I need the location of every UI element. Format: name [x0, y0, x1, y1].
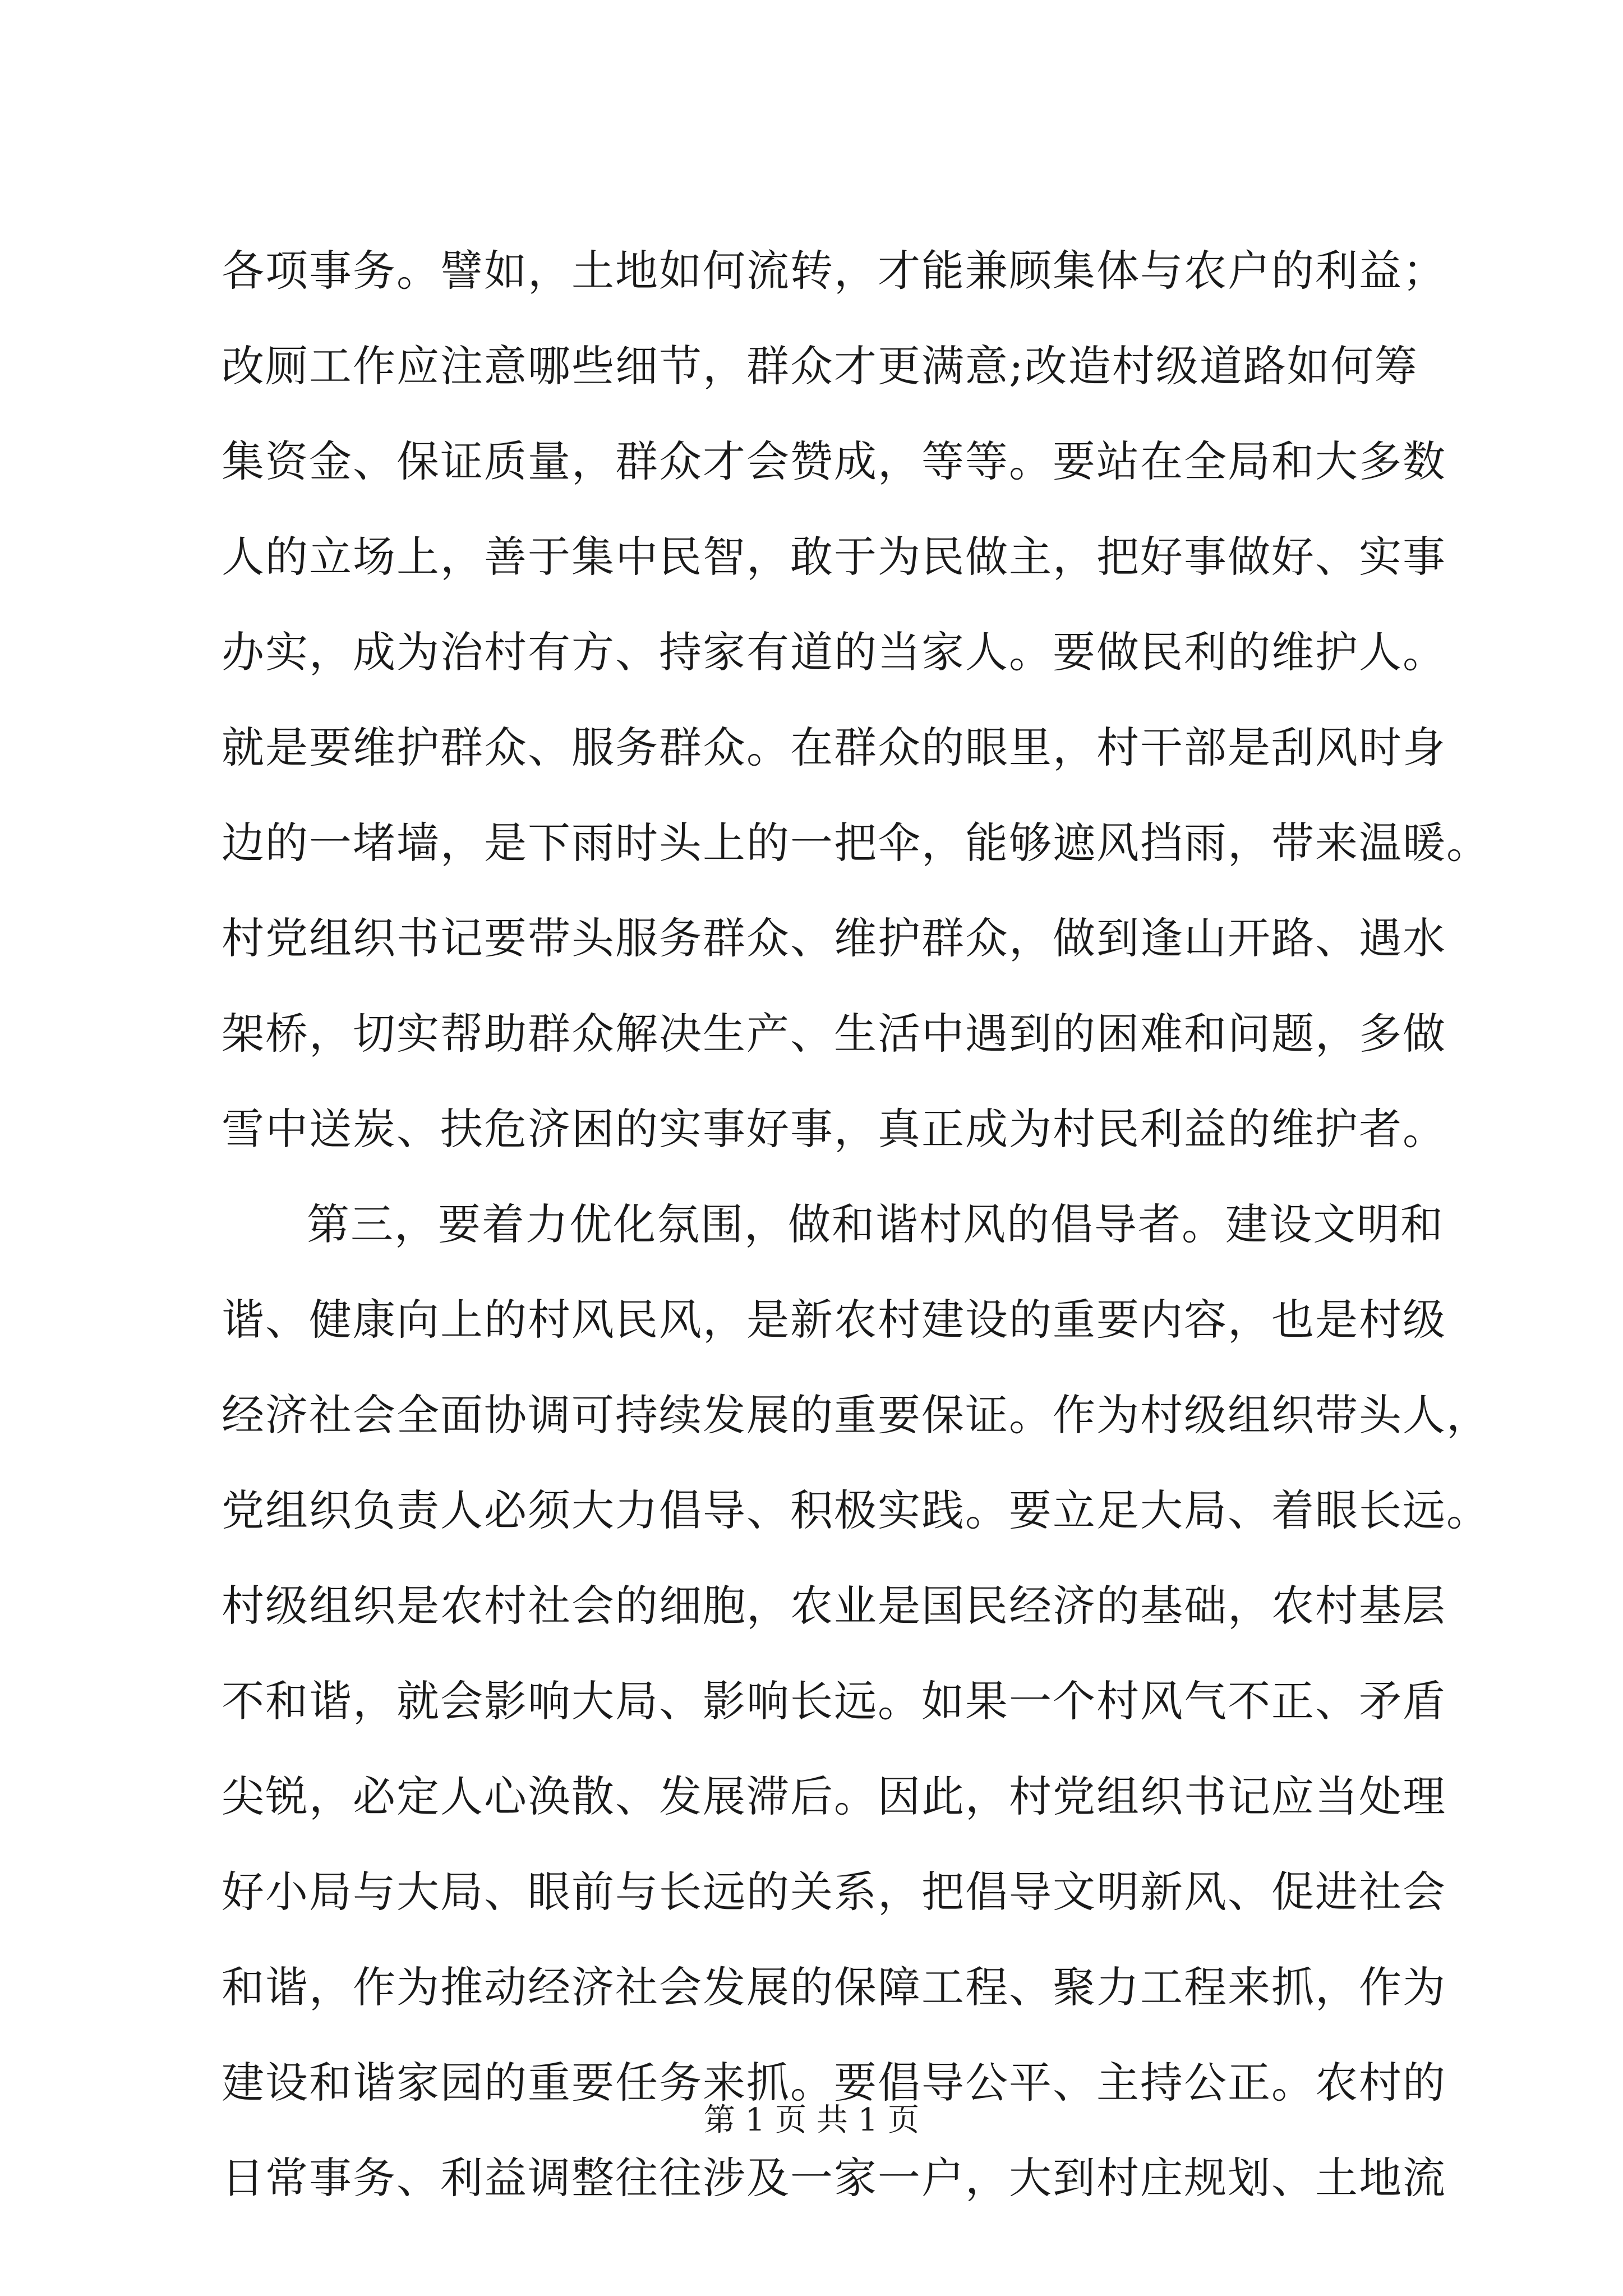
text-line: 好小局与大局、眼前与长远的关系，把倡导文明新风、促进社会 — [222, 1867, 1446, 1917]
page-footer: 第 1 页 共 1 页 — [703, 2102, 920, 2138]
text-line: 党组织负责人必须大力倡导、积极实践。要立足大局、着眼长远。 — [222, 1485, 1490, 1535]
paragraph-start-line: 第三，要着力优化氛围，做和谐村风的倡导者。建设文明和 — [307, 1199, 1444, 1249]
text-line: 谐、健康向上的村风民风，是新农村建设的重要内容，也是村级 — [222, 1295, 1446, 1345]
text-line: 边的一堵墙，是下雨时头上的一把伞，能够遮风挡雨，带来温暖。 — [222, 818, 1490, 868]
text-line: 经济社会全面协调可持续发展的重要保证。作为村级组织带头人， — [222, 1390, 1490, 1440]
text-line: 各项事务。譬如，土地如何流转，才能兼顾集体与农户的利益； — [222, 246, 1446, 296]
text-line: 就是要维护群众、服务群众。在群众的眼里，村干部是刮风时身 — [222, 723, 1446, 772]
text-line: 村级组织是农村社会的细胞，农业是国民经济的基础，农村基层 — [222, 1581, 1446, 1631]
text-line: 架桥，切实帮助群众解决生产、生活中遇到的困难和问题，多做 — [222, 1009, 1446, 1059]
text-line: 不和谐，就会影响大局、影响长远。如果一个村风气不正、矛盾 — [222, 1676, 1446, 1726]
text-line: 村党组织书记要带头服务群众、维护群众，做到逢山开路、遇水 — [222, 913, 1446, 963]
body-text — [222, 223, 1490, 2226]
text-line: 改厕工作应注意哪些细节，群众才更满意;改造村级道路如何筹 — [222, 341, 1418, 391]
text-line: 人的立场上，善于集中民智，敢于为民做主，把好事做好、实事 — [222, 532, 1446, 582]
text-line: 建设和谐家园的重要任务来抓。要倡导公平、主持公正。农村的 — [222, 2058, 1446, 2108]
text-line: 尖锐，必定人心涣散、发展滞后。因此，村党组织书记应当处理 — [222, 1772, 1446, 1821]
text-line: 集资金、保证质量，群众才会赞成，等等。要站在全局和大多数 — [222, 436, 1446, 486]
text-line: 日常事务、利益调整往往涉及一家一户，大到村庄规划、土地流 — [222, 2153, 1446, 2203]
text-line: 办实，成为治村有方、持家有道的当家人。要做民利的维护人。 — [222, 627, 1446, 677]
text-line: 雪中送炭、扶危济困的实事好事，真正成为村民利益的维护者。 — [222, 1104, 1446, 1154]
text-line: 和谐，作为推动经济社会发展的保障工程、聚力工程来抓，作为 — [222, 1962, 1446, 2012]
